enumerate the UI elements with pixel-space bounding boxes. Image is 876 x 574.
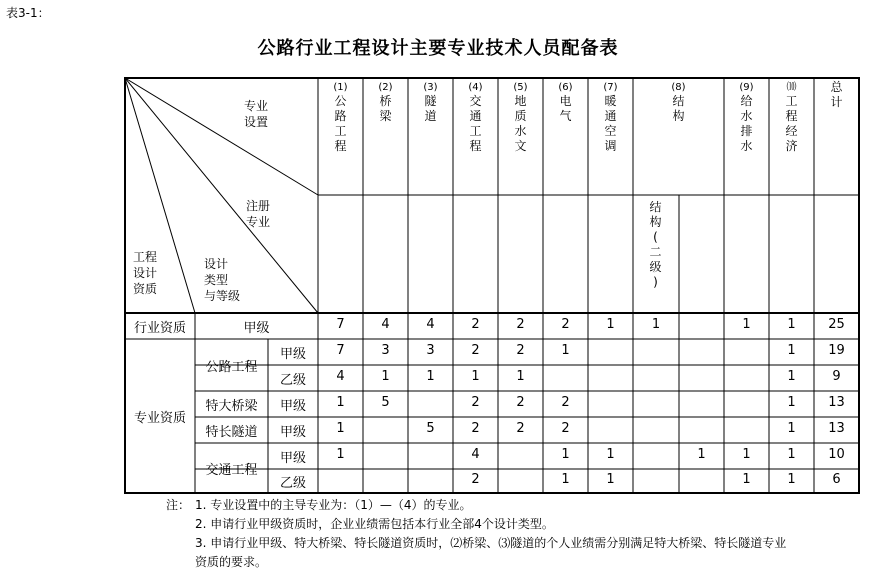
col-header-8: 结 构 xyxy=(672,94,685,123)
table-cell: 13 xyxy=(828,395,845,410)
table-cell: 2 xyxy=(516,395,525,410)
col-num-1: (1) xyxy=(333,82,348,93)
table-cell: 2 xyxy=(471,472,480,487)
col-header-7: 暖 通 空 调 xyxy=(604,94,617,153)
note-item: 1. 专业设置中的主导专业为：（1）—（4）的专业。 xyxy=(195,498,472,512)
table-cell: 19 xyxy=(828,343,845,358)
table-cell: 2 xyxy=(471,395,480,410)
table-cell: 1 xyxy=(336,395,345,410)
row-grade: 乙级 xyxy=(279,373,306,388)
table-cell: 3 xyxy=(426,343,435,358)
table-cell: 1 xyxy=(381,369,390,384)
col-num-9: (9) xyxy=(739,82,754,93)
table-cell: 2 xyxy=(516,343,525,358)
table-cell: 1 xyxy=(651,317,661,332)
col-num-2: (2) xyxy=(378,82,393,93)
table-cell: 1 xyxy=(561,447,570,462)
table-cell: 1 xyxy=(336,421,345,436)
table-cell: 2 xyxy=(561,395,570,410)
table-cell: 1 xyxy=(787,395,796,410)
table-cell: 1 xyxy=(742,472,751,487)
table-cell: 1 xyxy=(426,369,435,384)
table-cell: 1 xyxy=(471,369,480,384)
table-cell: 4 xyxy=(426,317,435,332)
row-type-highway: 公路工程 xyxy=(205,360,258,375)
table-cell: 1 xyxy=(787,472,796,487)
table-cell: 1 xyxy=(606,317,615,332)
col-header-1: 公 路 工 程 xyxy=(334,94,347,153)
page-title: 公路行业工程设计主要专业技术人员配备表 xyxy=(257,38,619,59)
table-cell: 2 xyxy=(471,343,480,358)
col-header-10: 工 程 经 济 xyxy=(785,94,798,153)
table-cell: 10 xyxy=(828,447,845,462)
diag-label-specialty: 专业 设置 xyxy=(244,99,269,129)
col-header-4: 交 通 工 程 xyxy=(469,94,482,153)
table-cell: 4 xyxy=(336,369,345,384)
table-cell: 9 xyxy=(832,369,841,384)
table-cell: 1 xyxy=(516,369,525,384)
table-cell: 1 xyxy=(561,343,570,358)
row-type-traffic: 交通工程 xyxy=(205,463,258,478)
diag-label-type: 设计 类型 与等级 xyxy=(204,257,241,303)
row-grade: 甲级 xyxy=(279,451,306,466)
row-type-tunnel: 特长隧道 xyxy=(205,425,258,440)
col-header-3: 隧 道 xyxy=(424,94,437,123)
diag-label-qualification: 工程 设计 资质 xyxy=(133,250,158,296)
table-cell: 1 xyxy=(742,317,751,332)
col-num-6: (6) xyxy=(558,82,573,93)
table-cell: 7 xyxy=(336,317,345,332)
table-cell: 25 xyxy=(828,317,845,332)
col-subheader-structure: 结 构 ( 二 级 ) xyxy=(649,200,662,289)
col-num-3: (3) xyxy=(423,82,438,93)
table-cell: 1 xyxy=(561,472,570,487)
row-grade: 甲级 xyxy=(279,399,306,414)
table-cell: 5 xyxy=(381,395,390,410)
note-item: 2. 申请行业甲级资质时，企业业绩需包括本行业全部4个设计类型。 xyxy=(195,517,554,531)
table-cell: 2 xyxy=(561,421,570,436)
col-num-10: ⑽ xyxy=(786,82,797,93)
table-cell: 7 xyxy=(336,343,345,358)
col-header-6: 电 气 xyxy=(559,94,572,123)
row-category-industry: 行业资质 xyxy=(133,321,186,336)
table-cell: 2 xyxy=(471,421,480,436)
table-cell: 1 xyxy=(336,447,345,462)
row-grade: 乙级 xyxy=(279,476,306,491)
table-cell: 1 xyxy=(787,369,796,384)
col-num-7: (7) xyxy=(603,82,618,93)
table-cell: 2 xyxy=(516,317,525,332)
table-cell: 1 xyxy=(787,317,796,332)
diag-label-registered: 注册 专业 xyxy=(246,199,271,229)
row-grade-industry: 甲级 xyxy=(243,321,270,336)
row-grade: 甲级 xyxy=(279,425,306,440)
col-header-9: 给 水 排 水 xyxy=(740,94,753,153)
table-cell: 1 xyxy=(742,447,751,462)
table-label: 表3-1： xyxy=(6,6,50,20)
col-num-5: (5) xyxy=(513,82,528,93)
row-type-bridge: 特大桥梁 xyxy=(205,399,258,414)
table-cell: 4 xyxy=(471,447,480,462)
table-cell: 3 xyxy=(381,343,390,358)
table-cell: 1 xyxy=(606,472,615,487)
table-cell: 6 xyxy=(832,472,841,487)
table-cell: 1 xyxy=(787,447,796,462)
col-header-2: 桥 梁 xyxy=(379,94,392,123)
row-grade: 甲级 xyxy=(279,347,306,362)
col-num-8: (8) xyxy=(671,82,686,93)
note-item: 3. 申请行业甲级、特大桥梁、特长隧道资质时，⑵桥梁、⑶隧道的个人业绩需分别满足特大桥梁、特长隧道专业 xyxy=(195,536,787,550)
notes-prefix: 注： xyxy=(166,498,191,512)
table-cell: 2 xyxy=(516,421,525,436)
table-cell: 1 xyxy=(787,421,796,436)
row-category-professional: 专业资质 xyxy=(133,411,186,426)
table-cell: 1 xyxy=(606,447,615,462)
note-item: 资质的要求。 xyxy=(195,555,268,569)
table-cell: 13 xyxy=(828,421,845,436)
table-cell: 2 xyxy=(561,317,570,332)
table-cell: 5 xyxy=(426,421,435,436)
col-header-5: 地 质 水 文 xyxy=(514,94,527,153)
table-cell: 1 xyxy=(787,343,796,358)
table-cell: 2 xyxy=(471,317,480,332)
table-cell: 4 xyxy=(381,317,390,332)
col-num-4: (4) xyxy=(468,82,483,93)
table-cell: 1 xyxy=(697,447,706,462)
col-header-11: 总 计 xyxy=(830,80,843,109)
